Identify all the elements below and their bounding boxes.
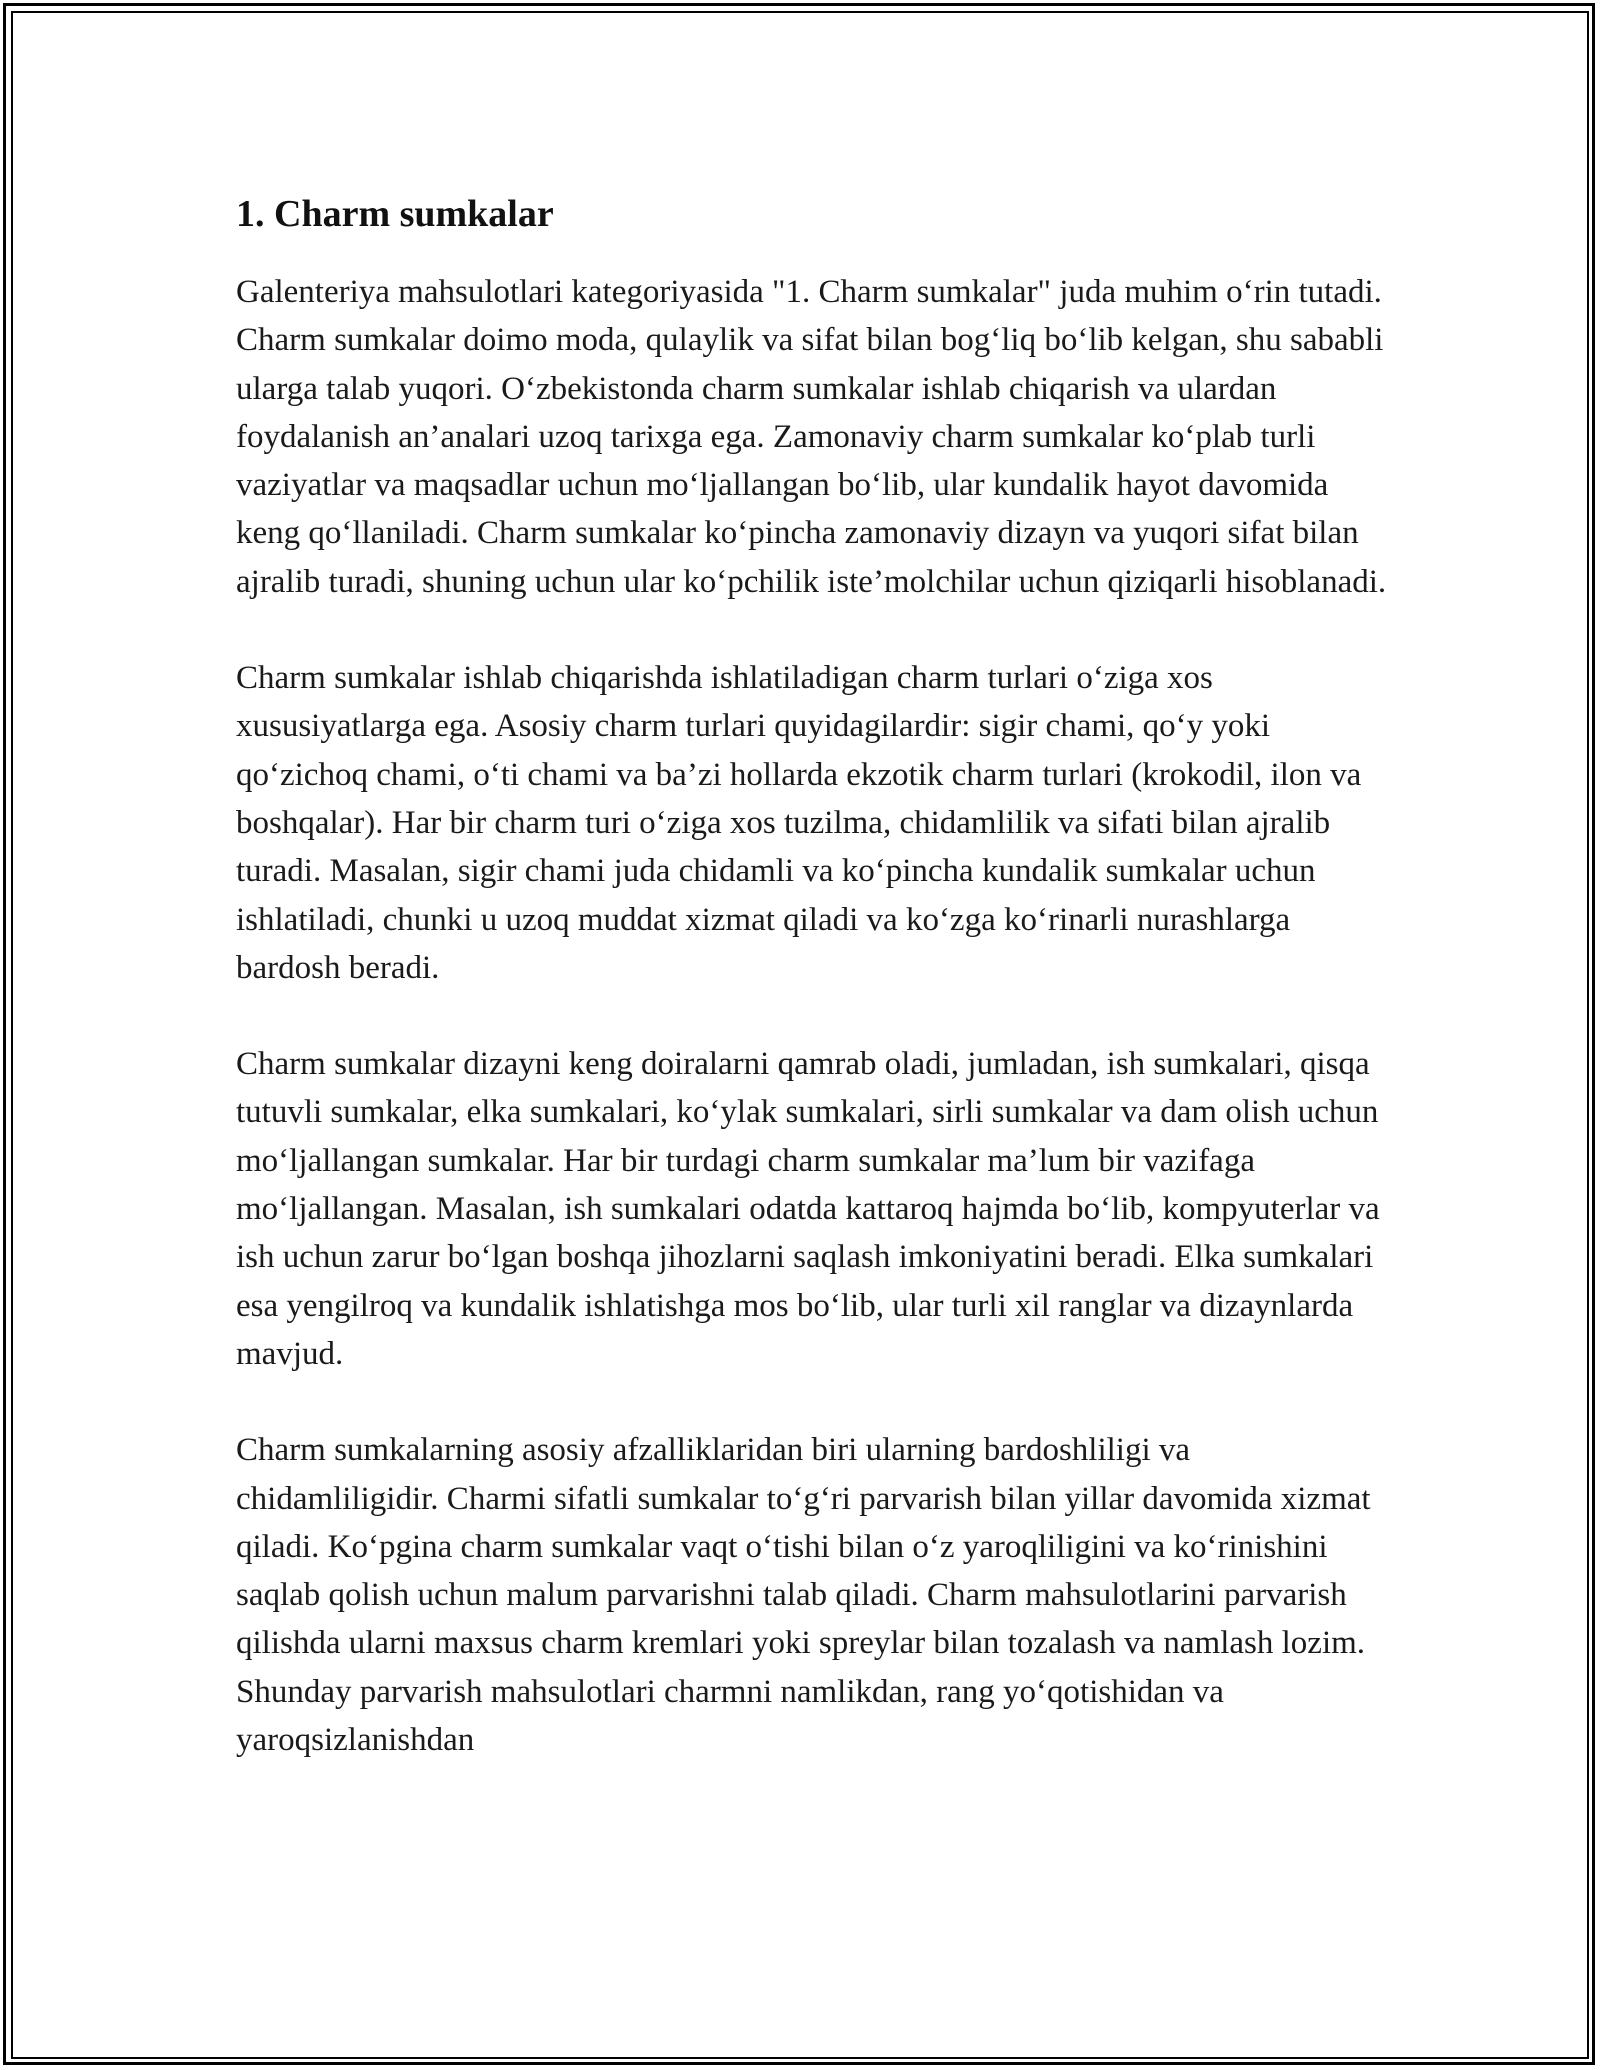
paragraph-4: Charm sumkalarning asosiy afzalliklaridan biri ularning bardoshliligi va chidamliligidir. Charmi sifatli sumkalar to‘g‘ri parvarish bilan yillar davomida xizmat qiladi. Ko‘pgina charm sumkalar vaqt o‘tishi bilan o‘z yaroqliligini va ko‘rinishini saqlab qolish uchun malum parvarishni talab qiladi. Charm mahsulotlarini parvarish qilishda ularni maxsus charm kremlari yoki spreylar bilan tozalash va namlash lozim. Shunday parvarish mahsulotlari charmni namlikdan, rang yo‘qotishidan va yaroqsizlanishdan [236,1432,1371,1759]
paragraph-3: Charm sumkalar dizayni keng doiralarni qamrab oladi, jumladan, ish sumkalari, qisqa tutuvli sumkalar, elka sumkalari, ko‘ylak sumkalari, sirli sumkalar va dam olish uchun mo‘ljallangan sumkalar. Har bir turdagi charm sumkalar ma’lum bir vazifaga mo‘ljallangan. Masalan, ish sumkalari odatda kattaroq hajmda bo‘lib, kompyuterlar va ish uchun zarur bo‘lgan boshqa jihozlarni saqlash imkoniyatini beradi. Elka sumkalari esa yengilroq va kundalik ishlatishga mos bo‘lib, ular turli xil ranglar va dizaynlarda mavjud. [236,1046,1380,1372]
document-body [236,190,1396,1764]
section-heading: 1. Charm sumkalar [236,193,554,235]
paragraph-1: Galenteriya mahsulotlari kategoriyasida "1. Charm sumkalar" juda muhim o‘rin tutadi. Charm sumkalar doimo moda, qulaylik va sifat bilan bog‘liq bo‘lib kelgan, shu sababli ularga talab yuqori. O‘zbekistonda charm sumkalar ishlab chiqarish va ulardan foydalanish an’analari uzoq tarixga ega. Zamonaviy charm sumkalar ko‘plab turli vaziyatlar va maqsadlar uchun mo‘ljallangan bo‘lib, ular kundalik hayot davomida keng qo‘llaniladi. Charm sumkalar ko‘pincha zamonaviy dizayn va yuqori sifat bilan ajralib turadi, shuning uchun ular ko‘pchilik iste’molchilar uchun qiziqarli hisoblanadi. [236,274,1387,600]
paragraph-2: Charm sumkalar ishlab chiqarishda ishlatiladigan charm turlari o‘ziga xos xususiyatlarga ega. Asosiy charm turlari quyidagilardir: sigir chami, qo‘y yoki qo‘zichoq chami, o‘ti chami va ba’zi hollarda ekzotik charm turlari (krokodil, ilon va boshqalar). Har bir charm turi o‘ziga xos tuzilma, chidamlilik va sifati bilan ajralib turadi. Masalan, sigir chami juda chidamli va ko‘pincha kundalik sumkalar uchun ishlatiladi, chunki u uzoq muddat xizmat qiladi va ko‘zga ko‘rinarli nurashlarga bardosh beradi. [236,660,1362,986]
